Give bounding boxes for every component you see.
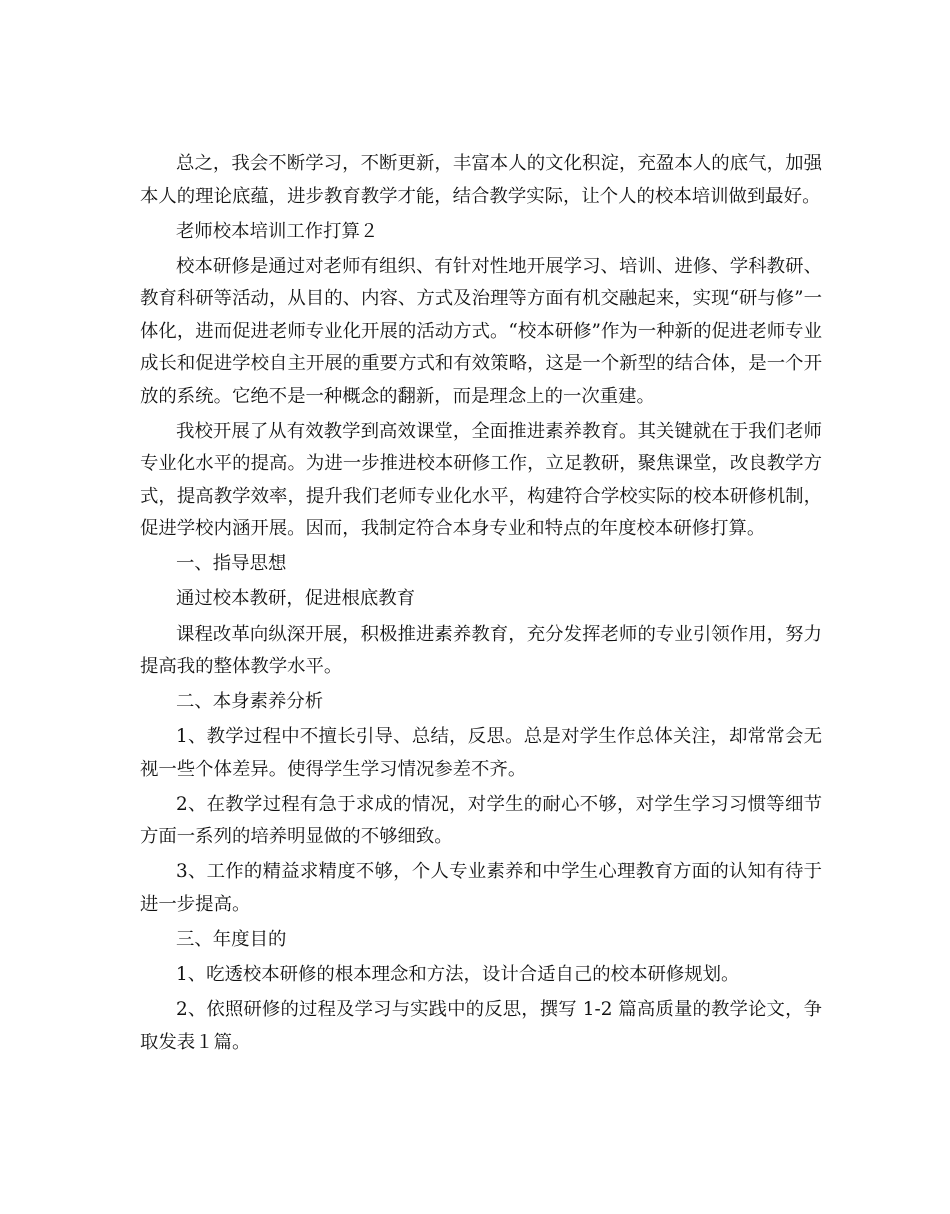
list-item-goal-2: 2、依照研修的过程及学习与实践中的反思，撰写 1-2 篇高质量的教学论文，争取发表１篇。 <box>140 999 822 1053</box>
list-item-analysis-1: 1、教学过程中不擅长引导、总结，反思。总是对学生作总体关注，却常常会无视一些个体差异。使得学生学习情况参差不齐。 <box>140 726 822 780</box>
paragraph-conclusion: 总之，我会不断学习，不断更新，丰富本人的文化积淀，充盈本人的底气，加强本人的理论底蕴，进步教育教学才能，结合教学实际，让个人的校本培训做到最好。 <box>140 153 822 207</box>
heading-self-analysis: 二、本身素养分析 <box>176 691 324 713</box>
heading-guiding-thought: 一、指导思想 <box>176 553 287 575</box>
list-item-analysis-2: 2、在教学过程有急于求成的情况，对学生的耐心不够，对学生学习习惯等细节方面一系列的培养明显做的不够细致。 <box>140 793 822 848</box>
list-item-goal-1: 1、吃透校本研修的根本理念和方法，设计合适自己的校本研修规划。 <box>176 964 740 986</box>
paragraph-background: 我校开展了从有效教学到高效课堂，全面推进素养教育。其关键就在于我们老师专业化水平的提高。为进一步推进校本研修工作，立足教研，聚焦课堂，改良教学方式，提高教学效率，提升我们老师专业化水平，构建符合学校实际的校本研修机制，促进学校内涵开展。因而，我制定符合本身专业和特点的年度校本研修打算。 <box>140 420 822 540</box>
paragraph-guiding-line: 通过校本教研，促进根底教育 <box>176 588 416 610</box>
paragraph-curriculum-reform: 课程改革向纵深开展，积极推进素养教育，充分发挥老师的专业引领作用，努力提高我的整体教学水平。 <box>140 623 822 678</box>
paragraph-definition: 校本研修是通过对老师有组织、有针对性地开展学习、培训、进修、学科教研、教育科研等活动，从目的、内容、方式及治理等方面有机交融起来，实现“研与修”一体化，进而促进老师专业化开展的活动方式。“校本研修”作为一种新的促进老师专业成长和促进学校自主开展的重要方式和有效策略，这是一个新型的结合体，是一个开放的系统。它绝不是一种概念的翻新，而是理念上的一次重建。 <box>140 255 822 407</box>
list-item-analysis-3: 3、工作的精益求精度不够，个人专业素养和中学生心理教育方面的认知有待于进一步提高。 <box>140 861 822 915</box>
document-body <box>140 148 822 1059</box>
heading-annual-goals: 三、年度目的 <box>176 929 287 951</box>
section-title-plan-2: 老师校本培训工作打算２ <box>176 220 379 242</box>
